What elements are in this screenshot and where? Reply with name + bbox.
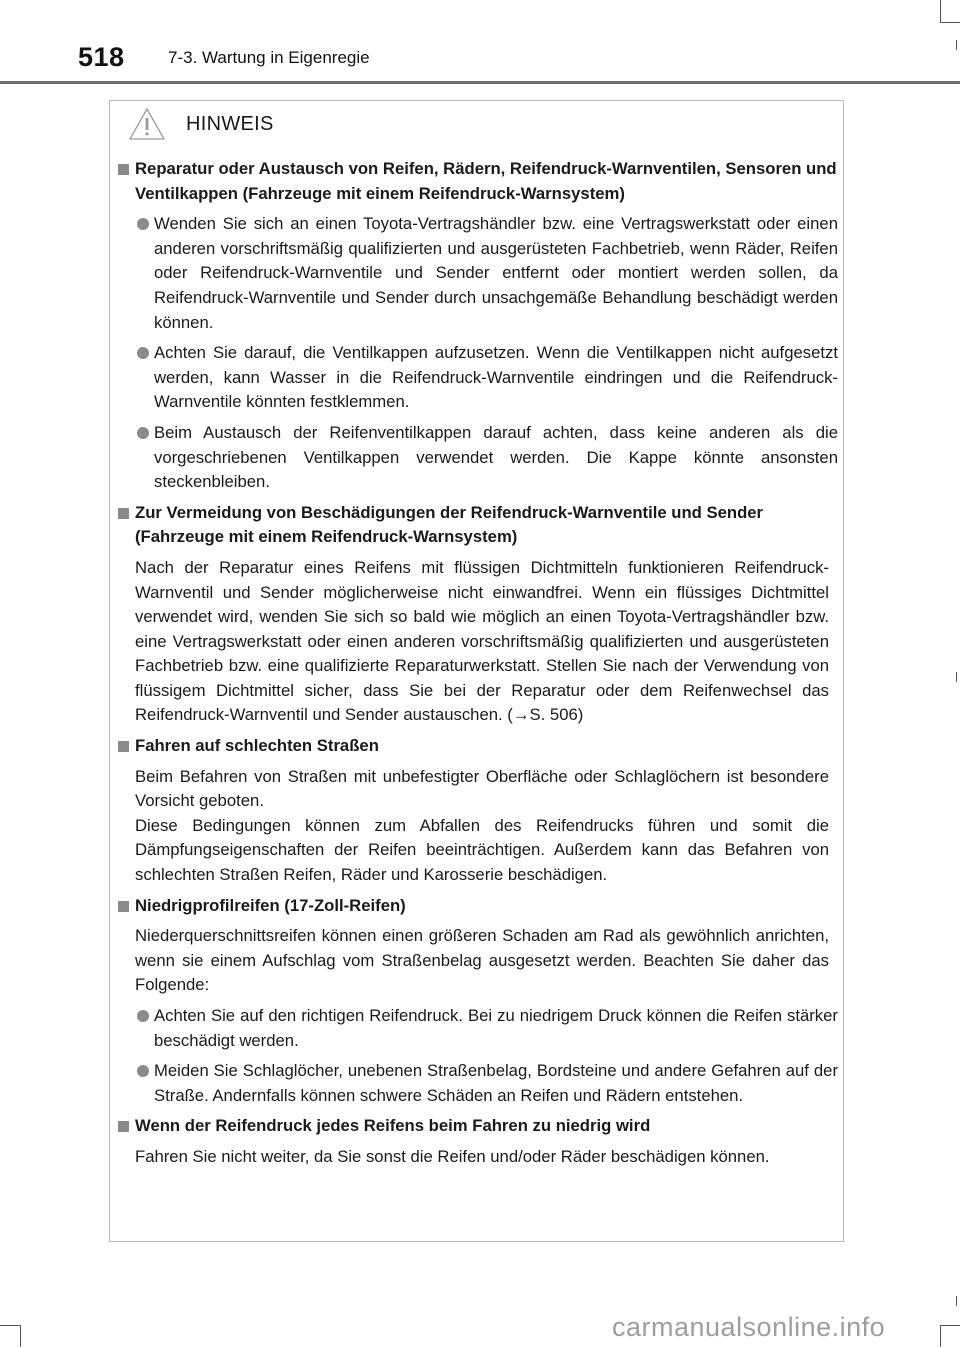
notice-content — [118, 157, 838, 1176]
watermark: carmanualsonline.info — [612, 1312, 886, 1342]
topic-sensor-damage — [118, 501, 838, 728]
square-bullet-icon — [118, 741, 129, 752]
topic-bad-roads — [118, 734, 838, 888]
topic-tire-repair — [118, 157, 838, 495]
list-item: Beim Austausch der Reifenventilkappen darauf achten, dass keine anderen als die vorgeschriebenen Ventilkappen verwendet werden. Die Kappe könnte ansonsten steckenbleiben. — [118, 421, 838, 495]
round-bullet-icon — [137, 427, 149, 439]
list-item: Achten Sie darauf, die Ventilkappen aufzusetzen. Wenn die Ventilkappen nicht aufgesetzt werden, kann Wasser in die Reifendruck-Warnventile eindringen und die Reifendruck-Warnventile könnten festklemmen. — [118, 341, 838, 415]
list-item: Wenden Sie sich an einen Toyota-Vertragshändler bzw. eine Vertragswerkstatt oder einen anderen vorschriftsmäßig qualifizierten und ausgerüsteten Fachbetrieb, wenn Räder, Reifen oder Reifendruck-Warnventile und Sender entfernt oder montiert werden sollen, da Reifendruck-Warnventile und Sender durch unsachgemäße Behandlung beschädigt werden können. — [118, 212, 838, 335]
paragraph: Niederquerschnittsreifen können einen größeren Schaden am Rad als gewöhnlich anrichten, wenn sie einem Aufschlag vom Straßenbelag ausgesetzt werden. Beachten Sie daher das Folgende: — [135, 926, 829, 995]
topic-heading: Fahren auf schlechten Straßen — [118, 734, 838, 759]
topic-heading: Wenn der Reifendruck jedes Reifens beim Fahren zu niedrig wird — [118, 1114, 838, 1139]
page-header — [0, 0, 960, 86]
topic-heading: Reparatur oder Austausch von Reifen, Rädern, Reifendruck-Warnventilen, Sensoren und Ventilkappen (Fahrzeuge mit einem Reifendruck-Warnsystem) — [118, 157, 838, 206]
warning-triangle-icon — [128, 107, 166, 141]
crop-mark — [0, 1325, 20, 1326]
paragraph: Diese Bedingungen können zum Abfallen des Reifendrucks führen und somit die Dämpfungseigenschaften der Reifen beeinträchtigen. Außerdem kann das Befahren von schlechten Straßen Reifen, Räder und Karosserie beschädigen. — [135, 815, 829, 885]
notice-title: HINWEIS — [186, 113, 274, 135]
list-item: Achten Sie auf den richtigen Reifendruck. Bei zu niedrigem Druck können die Reifen stärker beschädigt werden. — [118, 1004, 838, 1053]
round-bullet-icon — [137, 1065, 149, 1077]
topic-heading: Niedrigprofilreifen (17-Zoll-Reifen) — [118, 894, 838, 919]
crop-mark — [20, 1325, 21, 1347]
notice-box — [109, 100, 844, 1242]
page-number: 518 — [78, 42, 125, 72]
paragraph: Fahren Sie nicht weiter, da Sie sonst die Reifen und/oder Räder beschädigen können. — [135, 1146, 770, 1166]
topic-heading: Zur Vermeidung von Beschädigungen der Reifendruck-Warnventile und Sender (Fahrzeuge mit einem Reifendruck-Warnsystem) — [118, 501, 838, 550]
topic-low-pressure — [118, 1114, 838, 1169]
round-bullet-icon — [137, 218, 149, 230]
crop-mark — [940, 1325, 960, 1326]
paragraph: Nach der Reparatur eines Reifens mit flüssigen Dichtmitteln funktionieren Reifendruck-Warnventil und Sender möglicherweise nicht einwandfrei. Wenn ein flüssiges Dichtmittel verwendet wird, wenden Sie sich so bald wie möglich an einen Toyota-Vertragshändler bzw. eine Vertragswerkstatt oder einen anderen vorschriftsmäßig qualifizierten und ausgerüsteten Fachbetrieb bzw. eine qualifizierte Reparaturwerkstatt. Stellen Sie nach der Verwendung von flüssigem Dichtmittel sicher, dass Sie bei der Reparatur oder dem Reifenwechsel das Reifendruck-Warnventil und Sender austauschen. (→S. 506) — [135, 557, 829, 725]
list-item: Meiden Sie Schlaglöcher, unebenen Straßenbelag, Bordsteine und andere Gefahren auf der Straße. Andernfalls können schwere Schäden an Reifen und Rädern entstehen. — [118, 1059, 838, 1108]
topic-low-profile-tires — [118, 894, 838, 1109]
paragraph: Beim Befahren von Straßen mit unbefestigter Oberfläche oder Schlaglöchern ist besondere Vorsicht geboten. — [135, 766, 829, 811]
square-bullet-icon — [118, 1121, 129, 1132]
crop-mark — [956, 1296, 957, 1306]
square-bullet-icon — [118, 508, 129, 519]
round-bullet-icon — [137, 1010, 149, 1022]
square-bullet-icon — [118, 901, 129, 912]
crop-mark — [956, 672, 957, 682]
square-bullet-icon — [118, 164, 129, 175]
round-bullet-icon — [137, 347, 149, 359]
section-title: 7-3. Wartung in Eigenregie — [168, 48, 370, 67]
crop-mark — [940, 1325, 941, 1347]
header-divider — [0, 81, 960, 84]
